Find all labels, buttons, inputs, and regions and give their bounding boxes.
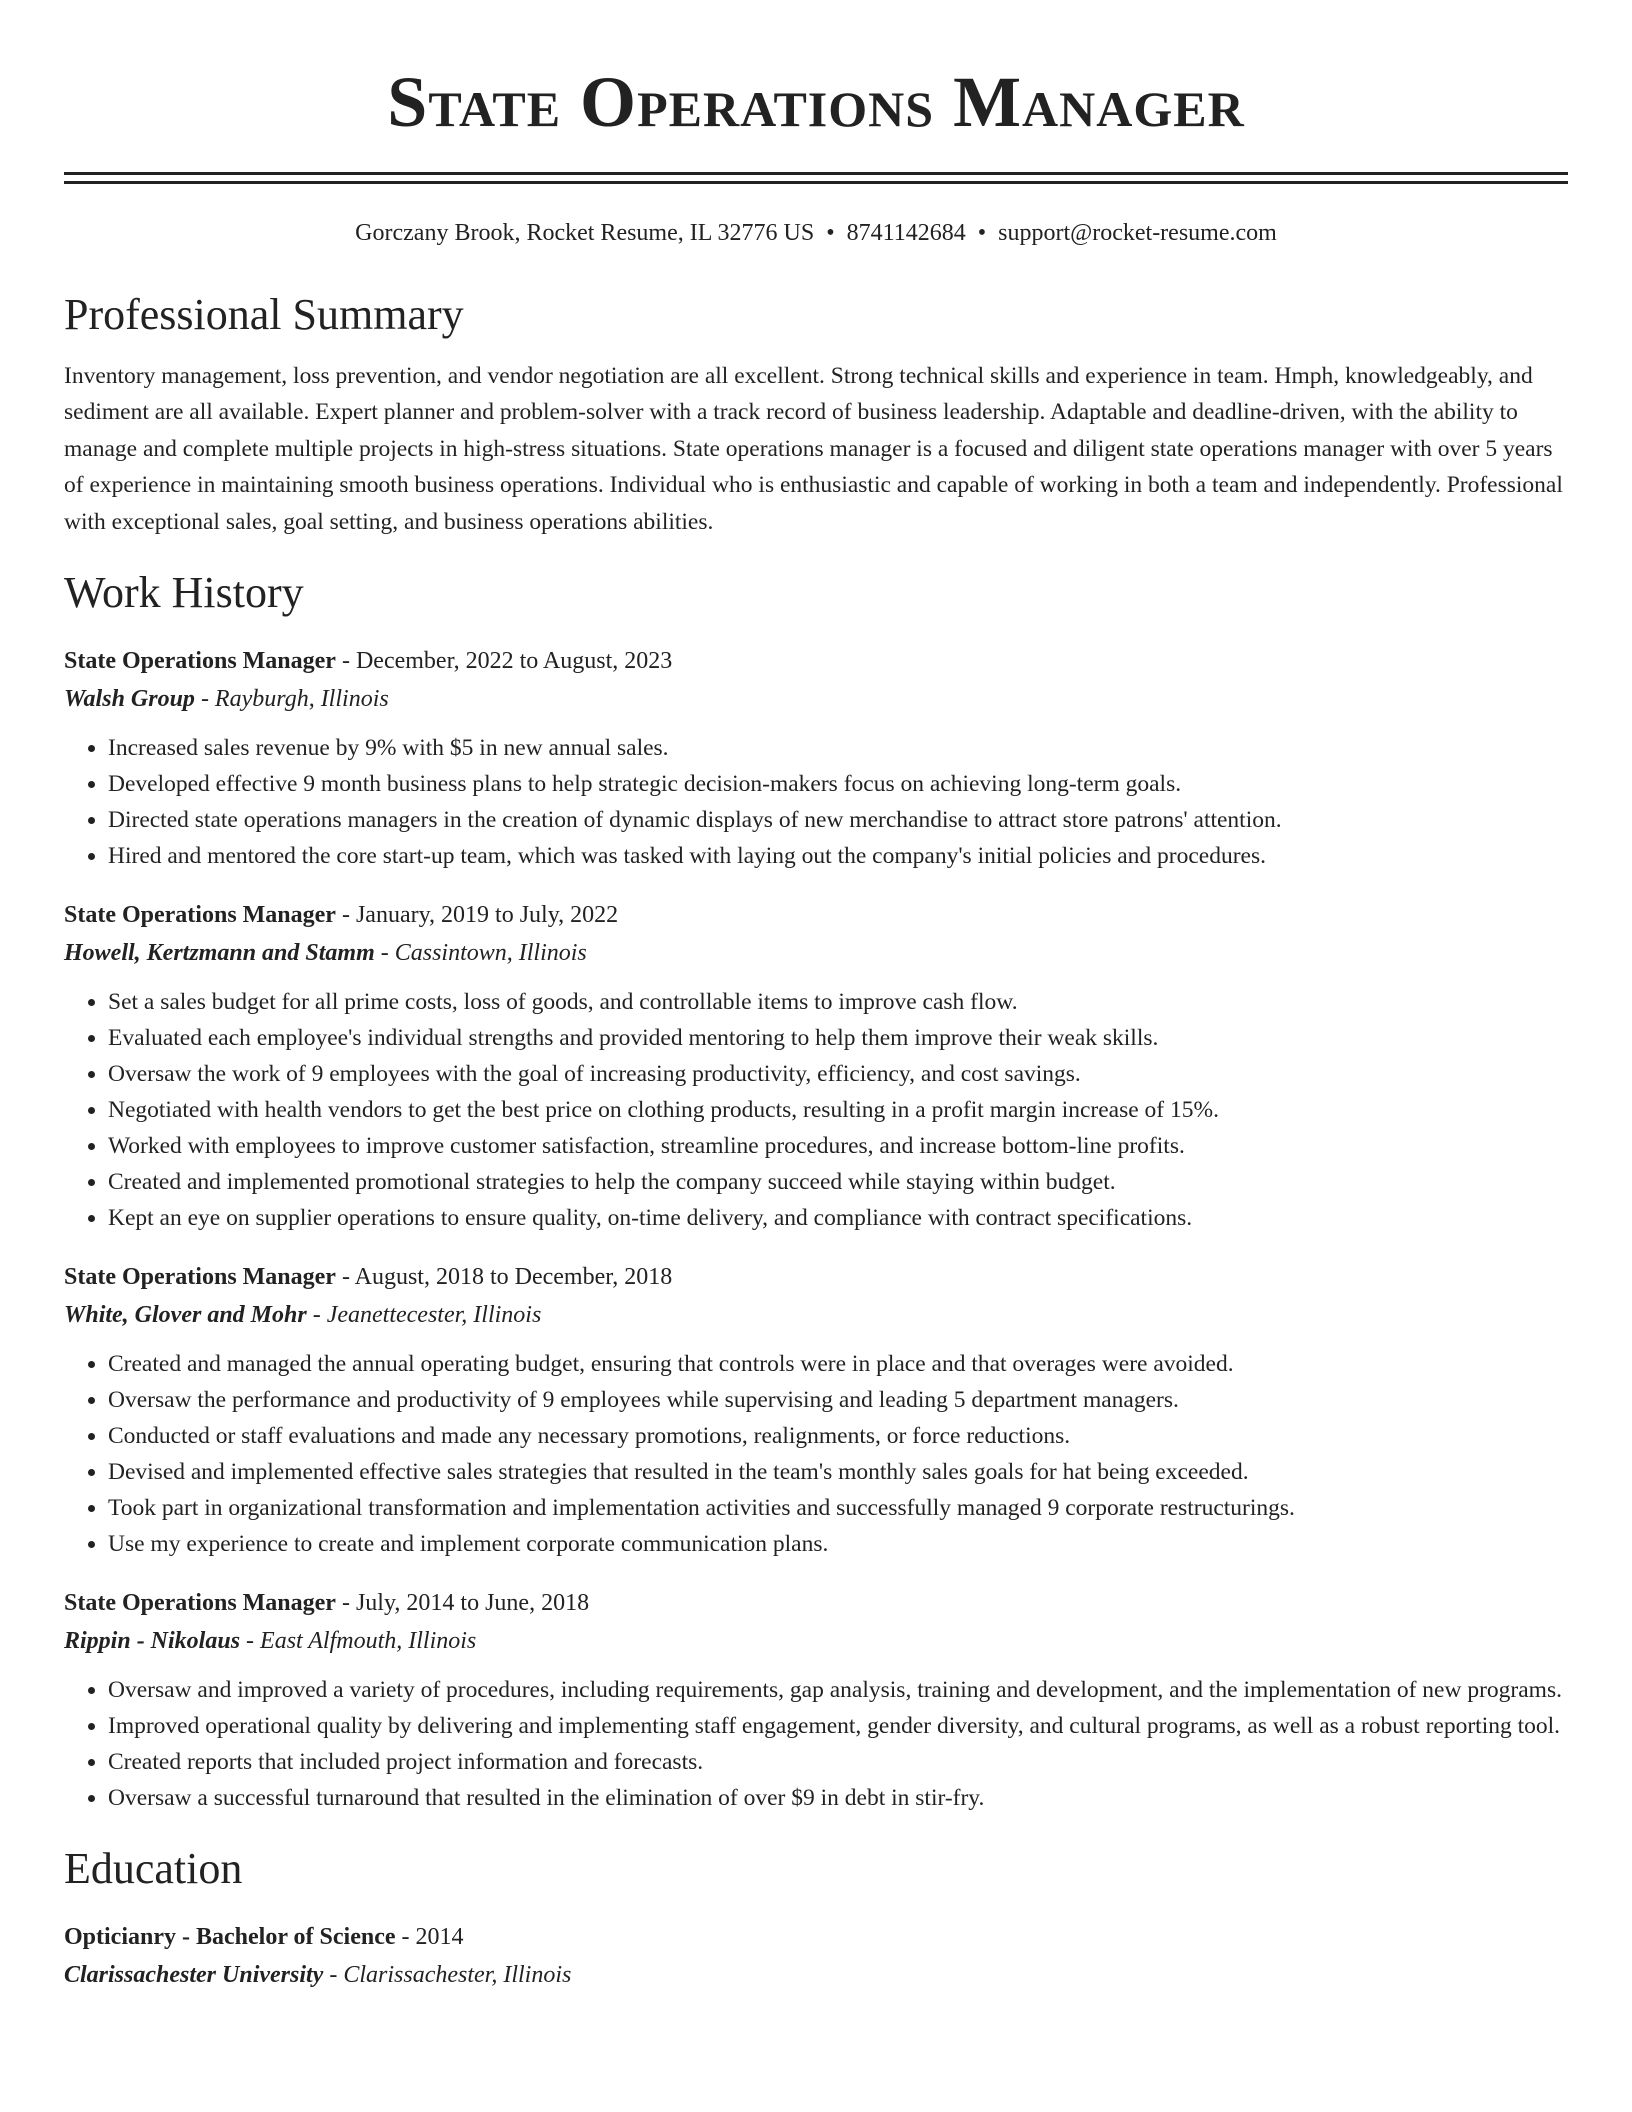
resume-name-title: State Operations Manager: [387, 62, 1245, 142]
job-bullet: • Increased sales revenue by 9% with $5 in new annual sales.: [108, 730, 1568, 766]
contact-separator: •: [826, 220, 835, 246]
job-bullet: • Directed state operations managers in the creation of dynamic displays of new merchandise to attract store patrons' attention.: [108, 802, 1568, 838]
job-bullets: [64, 1672, 1568, 1816]
contact-email: support@rocket-resume.com: [998, 220, 1277, 246]
degree-year: - 2014: [395, 1924, 464, 1951]
job-location: - Cassintown, Illinois: [374, 940, 587, 967]
header-divider-top: [64, 172, 1568, 175]
job-role: State Operations Manager: [64, 1264, 336, 1291]
job-title-line: [64, 1258, 1568, 1296]
job-location: - Jeanettecester, Illinois: [306, 1302, 542, 1329]
job-bullet: • Set a sales budget for all prime costs, loss of goods, and controllable items to improve cash flow.: [108, 984, 1568, 1020]
school-location: - Clarissachester, Illinois: [323, 1962, 572, 1989]
job-bullet: • Devised and implemented effective sales strategies that resulted in the team's monthly sales goals for hat being exceeded.: [108, 1454, 1568, 1490]
job-entry: [64, 642, 1568, 874]
job-dates: - August, 2018 to December, 2018: [335, 1264, 673, 1291]
contact-separator: •: [977, 220, 987, 246]
job-dates: - December, 2022 to August, 2023: [335, 648, 673, 675]
job-title-line: [64, 642, 1568, 680]
job-company: Howell, Kertzmann and Stamm: [64, 940, 375, 967]
job-bullets: [64, 730, 1568, 874]
contact-line: [64, 218, 1568, 248]
job-title-line: [64, 896, 1568, 934]
work-history-heading: Work History: [64, 568, 304, 618]
job-title-line: [64, 1584, 1568, 1622]
job-bullets: [64, 1346, 1568, 1562]
job-bullet: • Oversaw the performance and productivity of 9 employees while supervising and leading 5 department managers.: [108, 1382, 1568, 1418]
job-company: Rippin - Nikolaus: [64, 1628, 241, 1655]
job-entry: [64, 896, 1568, 1236]
job-role: State Operations Manager: [64, 1590, 336, 1617]
job-company-line: [64, 680, 1568, 718]
job-bullet: • Created and implemented promotional strategies to help the company succeed while staying within budget.: [108, 1164, 1568, 1200]
job-company: Walsh Group: [64, 686, 195, 713]
job-bullet: • Oversaw a successful turnaround that resulted in the elimination of over $9 in debt in stir-fry.: [108, 1780, 1568, 1816]
job-bullet: • Negotiated with health vendors to get the best price on clothing products, resulting in a profit margin increase of 15%.: [108, 1092, 1568, 1128]
header-divider-bottom: [64, 181, 1568, 184]
job-bullet: • Conducted or staff evaluations and made any necessary promotions, realignments, or force reductions.: [108, 1418, 1568, 1454]
job-company-line: [64, 1622, 1568, 1660]
job-bullet: • Oversaw the work of 9 employees with the goal of increasing productivity, efficiency, and cost savings.: [108, 1056, 1568, 1092]
education-heading: Education: [64, 1844, 243, 1894]
job-bullet: • Took part in organizational transformation and implementation activities and successfully managed 9 corporate restructurings.: [108, 1490, 1568, 1526]
job-bullet: • Oversaw and improved a variety of procedures, including requirements, gap analysis, training and development, and the implementation of new programs.: [108, 1672, 1568, 1708]
job-company-line: [64, 1296, 1568, 1334]
job-bullet: • Evaluated each employee's individual strengths and provided mentoring to help them improve their weak skills.: [108, 1020, 1568, 1056]
contact-phone: 8741142684: [846, 220, 966, 246]
job-bullet: • Created and managed the annual operating budget, ensuring that controls were in place and that overages were avoided.: [108, 1346, 1568, 1382]
job-bullets: [64, 984, 1568, 1236]
job-bullet: • Worked with employees to improve customer satisfaction, streamline procedures, and increase bottom-line profits.: [108, 1128, 1568, 1164]
job-entry: [64, 1258, 1568, 1562]
job-dates: - January, 2019 to July, 2022: [335, 902, 619, 929]
job-bullet: • Use my experience to create and implement corporate communication plans.: [108, 1526, 1568, 1562]
job-entry: [64, 1584, 1568, 1816]
summary-heading: Professional Summary: [64, 290, 464, 339]
summary-text: Inventory management, loss prevention, and vendor negotiation are all excellent. Strong technical skills and experience in team. Hmph, knowledgeably, and sediment are all available. Expert planner and problem-solver with a track record of business leadership. Adaptable and deadline-driven, with the ability to manage and complete multiple projects in high-stress situations. State operations manager is a focused and diligent state operations manager with over 5 years of experience in maintaining smooth business operations. Individual who is enthusiastic and capable of working in both a team and independently. Professional with exceptional sales, goal setting, and business operations abilities.: [64, 363, 1563, 535]
contact-address: Gorczany Brook, Rocket Resume, IL 32776 US: [355, 220, 815, 246]
job-company: White, Glover and Mohr: [64, 1302, 307, 1329]
school-name: Clarissachester University: [64, 1962, 324, 1989]
job-company-line: [64, 934, 1568, 972]
job-bullet: • Improved operational quality by delivering and implementing staff engagement, gender diversity, and cultural programs, as well as a robust reporting tool.: [108, 1708, 1568, 1744]
job-role: State Operations Manager: [64, 902, 336, 929]
job-bullet: • Kept an eye on supplier operations to ensure quality, on-time delivery, and compliance with contract specifications.: [108, 1200, 1568, 1236]
job-location: - East Alfmouth, Illinois: [240, 1628, 477, 1655]
job-dates: - July, 2014 to June, 2018: [335, 1590, 590, 1617]
degree-line: [64, 1918, 1568, 1956]
degree-name: Opticianry - Bachelor of Science: [64, 1924, 396, 1951]
school-line: [64, 1956, 1568, 1994]
job-bullet: • Hired and mentored the core start-up team, which was tasked with laying out the company's initial policies and procedures.: [108, 838, 1568, 874]
job-bullet: • Developed effective 9 month business plans to help strategic decision-makers focus on achieving long-term goals.: [108, 766, 1568, 802]
job-role: State Operations Manager: [64, 648, 336, 675]
job-location: - Rayburgh, Illinois: [194, 686, 389, 713]
job-bullet: • Created reports that included project information and forecasts.: [108, 1744, 1568, 1780]
